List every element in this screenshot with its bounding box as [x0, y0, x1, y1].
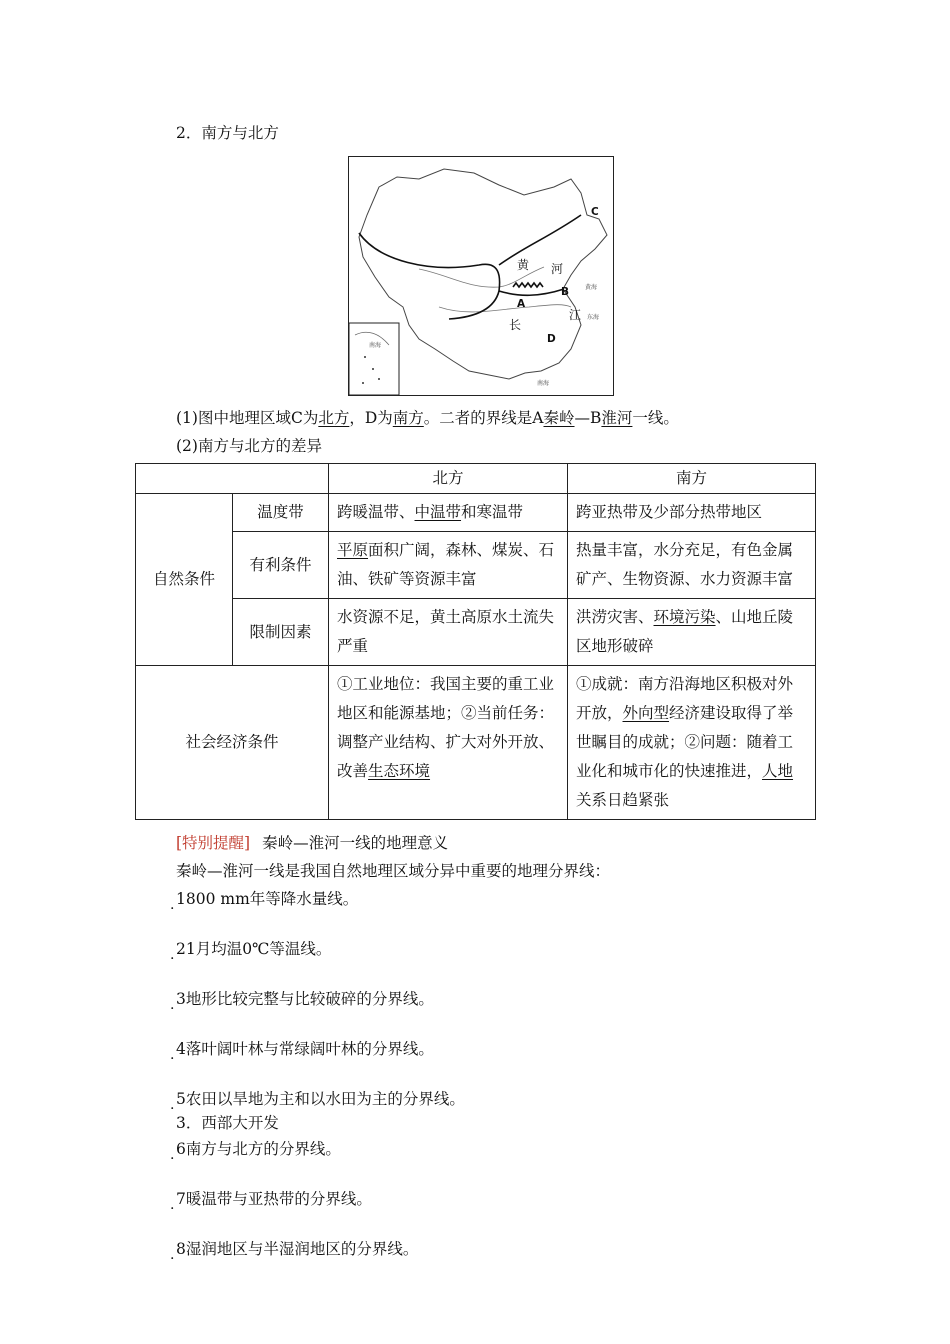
tip-item: . 4落叶阔叶林与常绿阔叶林的分界线。: [176, 1038, 950, 1060]
section-3-title: 3．西部大开发: [176, 1114, 279, 1132]
map-label-c: C: [591, 206, 599, 218]
table-corner-cell: [136, 464, 329, 494]
question-1: (1)图中地理区域C为北方，D为南方。二者的界线是A秦岭—B淮河一线。: [176, 409, 679, 427]
river-label-he: 河: [551, 262, 564, 276]
tip-item: . 8湿润地区与半湿润地区的分界线。: [176, 1238, 950, 1260]
limiting-label: 限制因素: [233, 599, 329, 666]
answer-huaihe: 淮河: [601, 409, 633, 427]
socio-economic-south: ①成就：南方沿海地区积极对外开放，外向型经济建设取得了举世瞩目的成就；②问题：随着工业化和城市化的快速推进，人地关系日趋紧张: [568, 666, 816, 820]
question-2: (2)南方与北方的差异: [176, 437, 322, 455]
northwest-boundary: [359, 233, 500, 319]
tip-item: . 3地形比较完整与比较破碎的分界线。: [176, 988, 950, 1010]
map-label-b: B: [561, 286, 570, 298]
tip-item: . 5农田以旱地为主和以水田为主的分界线。: [176, 1088, 950, 1110]
answer-north: 北方: [318, 409, 350, 427]
tip-item: . 21月均温0℃等温线。: [176, 938, 950, 960]
socio-economic-north: ①工业地位：我国主要的重工业地区和能源基地；②当前任务：调整产业结构、扩大对外开放、改善生态环境: [329, 666, 568, 820]
limiting-south: 洪涝灾害、环境污染、山地丘陵区地形破碎: [568, 599, 816, 666]
river-label-chang: 长: [509, 318, 522, 332]
map-label-d: D: [547, 333, 556, 345]
tip-label: [特别提醒]: [176, 834, 251, 852]
socio-economic-label: 社会经济条件: [136, 666, 329, 820]
answer-south: 南方: [392, 409, 424, 427]
temp-zone-label: 温度带: [233, 494, 329, 532]
qinling-mountains: [513, 283, 543, 287]
qinling-huaihe-line: [499, 289, 564, 295]
tip-heading: [176, 832, 448, 854]
answer-qinling: 秦岭: [543, 409, 575, 427]
inset-sea-label: 南海: [369, 342, 382, 349]
tip-title: 秦岭—淮河一线的地理意义: [262, 834, 449, 852]
south-north-comparison-table: [135, 463, 816, 820]
tip-item: . 6南方与北方的分界线。: [176, 1138, 950, 1160]
river-label-jiang: 江: [569, 308, 582, 322]
header-south: 南方: [568, 464, 816, 494]
natural-conditions-label: 自然条件: [136, 494, 233, 666]
tip-intro: 秦岭—淮河一线是我国自然地理区域分异中重要的地理分界线：: [176, 862, 611, 880]
sea-label-nanhai: 南海: [537, 380, 550, 387]
tip-item: . 7暖温带与亚热带的分界线。: [176, 1188, 950, 1210]
river-label-huang: 黄: [517, 258, 530, 272]
sea-label-donghai: 东海: [587, 314, 600, 321]
north-boundary: [499, 215, 581, 265]
temp-zone-south: 跨亚热带及少部分热带地区: [568, 494, 816, 532]
map-label-a: A: [517, 298, 526, 310]
favorable-label: 有利条件: [233, 532, 329, 599]
favorable-south: 热量丰富，水分充足，有色金属矿产、生物资源、水力资源丰富: [568, 532, 816, 599]
header-north: 北方: [329, 464, 568, 494]
temp-zone-north: 跨暖温带、中温带和寒温带: [329, 494, 568, 532]
sea-label-huanghai: 黄海: [585, 284, 598, 291]
limiting-north: 水资源不足，黄土高原水土流失严重: [329, 599, 568, 666]
china-south-north-map: [348, 156, 614, 396]
favorable-north: 平原面积广阔，森林、煤炭、石油、铁矿等资源丰富: [329, 532, 568, 599]
section-2-title: 2．南方与北方: [176, 124, 279, 142]
tip-item: . 1800 mm年等降水量线。: [176, 888, 950, 910]
